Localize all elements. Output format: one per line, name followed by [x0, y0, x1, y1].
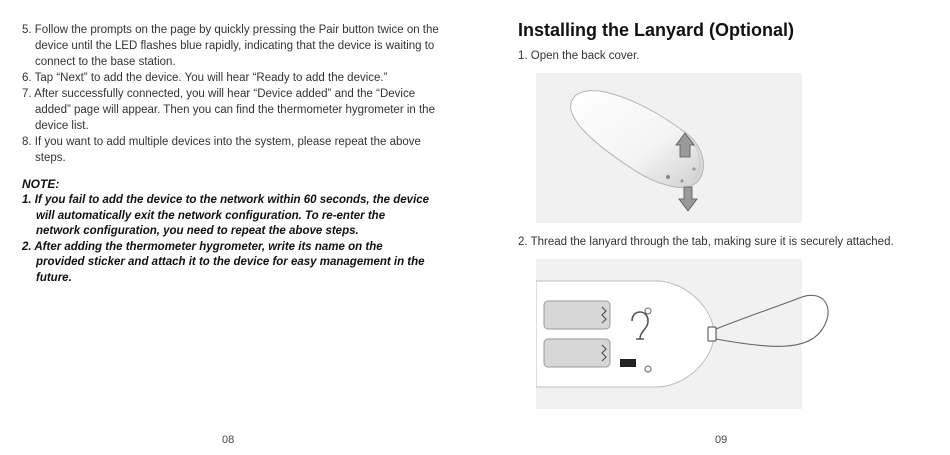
figure-thread-lanyard	[536, 259, 802, 409]
device-open-body	[536, 281, 716, 387]
battery-top	[544, 301, 610, 329]
page-number-left: 08	[222, 434, 235, 446]
lanyard-step-1: 1. Open the back cover.	[518, 50, 640, 62]
lanyard-cord	[716, 295, 828, 346]
step-7: 7. After successfully connected, you will hear “Device added” and the “Device added” page will appear. Then you can find the thermometer hygrometer in the device list.	[22, 88, 435, 132]
lanyard-step-2: 2. Thread the lanyard through the tab, making sure it is securely attached.	[518, 236, 894, 248]
setup-steps-list	[22, 22, 442, 166]
switch-block	[620, 359, 636, 367]
right-page	[475, 0, 950, 455]
step-6: 6. Tap “Next” to add the device. You will hear “Ready to add the device.”	[22, 72, 388, 84]
lanyard-tab	[708, 327, 716, 341]
section-heading: Installing the Lanyard (Optional)	[518, 20, 795, 40]
arrow-down-icon	[679, 187, 697, 211]
device-cover-illustration	[536, 73, 802, 223]
device-lanyard-illustration	[536, 259, 936, 409]
note-1: 1. If you fail to add the device to the network within 60 seconds, the device will automatically exit the network configuration. To re-enter the network configuration, you need to repeat the above steps.	[22, 194, 430, 237]
page-number-right: 09	[715, 434, 728, 446]
battery-bottom	[544, 339, 610, 367]
note-2: 2. After adding the thermometer hygrometer, write its name on the provided sticker and attach it to the device for easy management in the future.	[22, 240, 425, 284]
figure-open-back-cover	[536, 73, 802, 223]
step-5: 5. Follow the prompts on the page by quickly pressing the Pair button twice on the device until the LED flashes blue rapidly, indicating that the device is waiting to connect to the base station.	[22, 24, 439, 68]
notes-list	[22, 193, 432, 286]
note-title: NOTE:	[22, 177, 60, 191]
step-8: 8. If you want to add multiple devices into the system, please repeat the above steps.	[22, 136, 421, 164]
